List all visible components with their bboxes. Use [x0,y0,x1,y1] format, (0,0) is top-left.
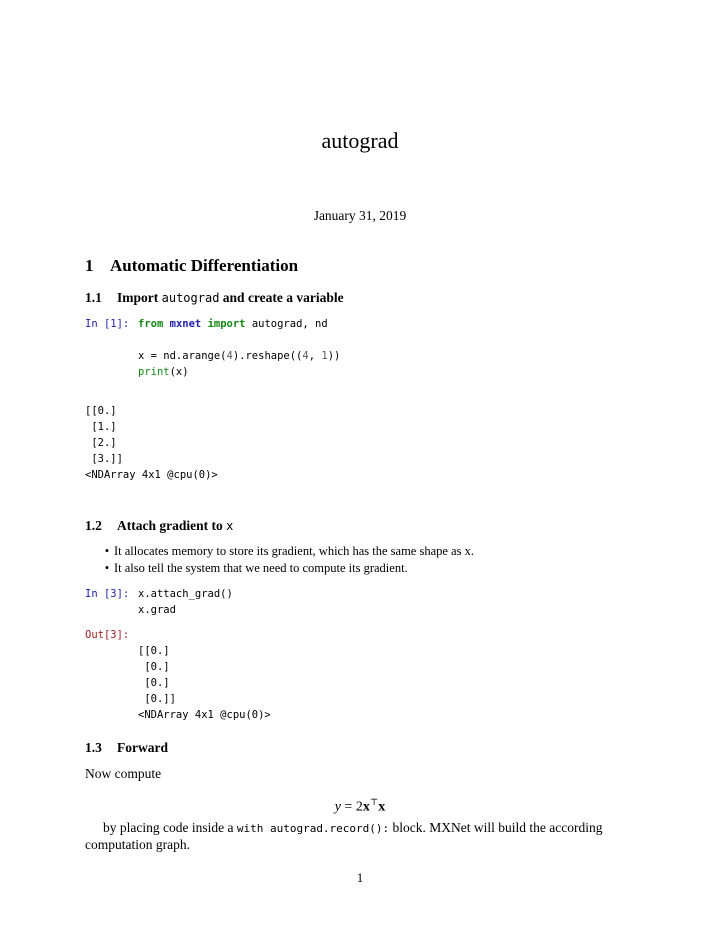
document-title: autograd [321,128,399,153]
bullet-marker: • [104,561,110,575]
code-text: x = nd.arange( [138,350,227,362]
equation-lhs: y [334,799,341,815]
equation-eq: = 2 [340,799,363,815]
bullet-marker: • [104,544,110,558]
code-text: ).reshape(( [232,350,303,362]
output-line: [2.] [85,437,117,449]
code-keyword: from [138,318,164,330]
output-line: [[0.] [138,645,170,657]
paragraph-line: computation graph. [85,837,190,852]
paragraph-text: block. MXNet will build the according [389,820,603,835]
subsection-number: 1.3 [85,740,102,755]
subsection-heading-1-1 [85,290,344,306]
paragraph-text: by placing code inside a [103,820,237,835]
list-item [100,543,474,560]
code-line [138,364,189,380]
code-keyword: import [207,318,246,330]
section-number: 1 [85,256,94,275]
subsection-title: Forward [117,740,168,755]
code-line [138,348,340,364]
output-prompt: Out[3]: [85,629,130,641]
equation-vector: x [378,799,386,815]
input-prompt: In [3]: [85,588,130,600]
code-builtin: print [138,366,170,378]
list-item [100,560,408,577]
code-number: 4 [302,350,309,362]
output-line: [[0.] [85,405,117,417]
code-text: autograd, nd [251,318,328,330]
subsection-heading-1-3 [85,740,168,756]
subsection-title-pre: Attach gradient to [117,518,227,533]
code-number: 1 [321,350,328,362]
code-line: x.grad [138,604,176,616]
subsection-heading-1-2 [85,518,233,534]
output-line: [0.] [138,661,170,673]
output-line: [0.]] [138,693,176,705]
subsection-title-code: x [226,519,234,533]
subsection-title-post: and create a variable [219,290,344,305]
subsection-number: 1.1 [85,290,102,305]
list-item-text: It allocates memory to store its gradient, which has the same shape as x. [114,544,474,558]
subsection-number: 1.2 [85,518,102,533]
section-heading [85,256,298,276]
equation-transpose: ⊤ [369,797,379,807]
equation [0,797,720,816]
code-line [138,316,328,332]
inline-code: with autograd.record(): [236,822,390,835]
paragraph-intro: Now compute [85,766,162,781]
code-text: )) [327,350,341,362]
code-text: , [308,350,322,362]
code-line: x.attach_grad() [138,588,233,600]
input-prompt: In [1]: [85,318,130,330]
code-text: (x) [169,366,189,378]
subsection-title-code: autograd [161,291,220,305]
section-title: Automatic Differentiation [110,256,299,275]
output-line: [3.]] [85,453,123,465]
output-line: [0.] [138,677,170,689]
output-line: [1.] [85,421,117,433]
output-line: <NDArray 4x1 @cpu(0)> [85,469,218,481]
code-number: 4 [226,350,233,362]
list-item-text: It also tell the system that we need to compute its gradient. [114,561,408,575]
code-module: mxnet [169,318,202,330]
paragraph-line [103,819,643,837]
page-number: 1 [356,870,364,885]
output-line: <NDArray 4x1 @cpu(0)> [138,709,271,721]
subsection-title-pre: Import [117,290,162,305]
equation-vector: x [362,799,370,815]
document-date: January 31, 2019 [313,208,407,223]
